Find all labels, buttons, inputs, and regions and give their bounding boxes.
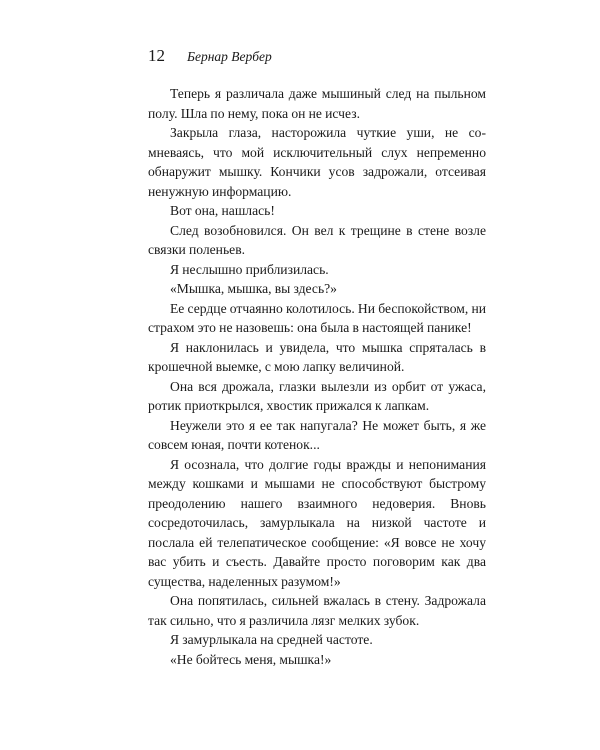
page-number: 12 [148, 46, 165, 65]
paragraph: Я наклонилась и увидела, что мышка спряталась в крошечной выемке, с мою лапку величиной. [148, 339, 486, 374]
paragraph: Я неслышно приблизилась. [170, 261, 329, 277]
paragraph: Она попятилась, сильней вжалась в стену. Задрожала так сильно, что я различила лязг мелких зубок. [148, 593, 486, 628]
paragraph: «Мышка, мышка, вы здесь?» [170, 281, 337, 296]
paragraph: Теперь я различала даже мышиный след на пыльном полу. Шла по нему, пока он не исчез. [148, 86, 486, 121]
paragraph: «Не бойтесь меня, мышка!» [170, 651, 332, 667]
paragraph: След возобновился. Он вел к трещине в стене возле связки поленьев. [148, 222, 486, 257]
paragraph: Я замурлыкала на средней частоте. [170, 632, 373, 647]
body-text [148, 84, 486, 669]
paragraph: Ее сердце отчаянно колотилось. Ни беспокойством, ни страхом это не назовешь: она была в настоящей панике! [148, 300, 487, 335]
paragraph: Она вся дрожала, глазки вылезли из орбит от ужаса, ротик приоткрылся, хвостик прижался к лапкам. [148, 378, 486, 413]
paragraph: Закрыла глаза, насторожила чуткие уши, не сомневаясь, что мой исключительный слух непременно обнаружит мышку. Кончики усов задрожали, отсеивая ненужную информацию. [148, 125, 486, 199]
paragraph: Неужели это я ее так напугала? Не может быть, я же совсем юная, почти котенок... [148, 417, 486, 452]
paragraph: Вот она, нашлась! [170, 203, 275, 218]
running-head [148, 46, 272, 68]
paragraph: Я осознала, что долгие годы вражды и непонимания между кошками и мышами не способствуют быстрому преодолению нашего взаимного недоверия. Вновь сосредоточилась, замурлыкала на низкой частоте и послала ей телепатическое сообщение: «Я вовсе не хочу вас убить и съесть. Давайте просто поговорим как два существа, наделенных разумом!» [148, 456, 486, 589]
book-author: Бернар Вербер [187, 49, 272, 64]
